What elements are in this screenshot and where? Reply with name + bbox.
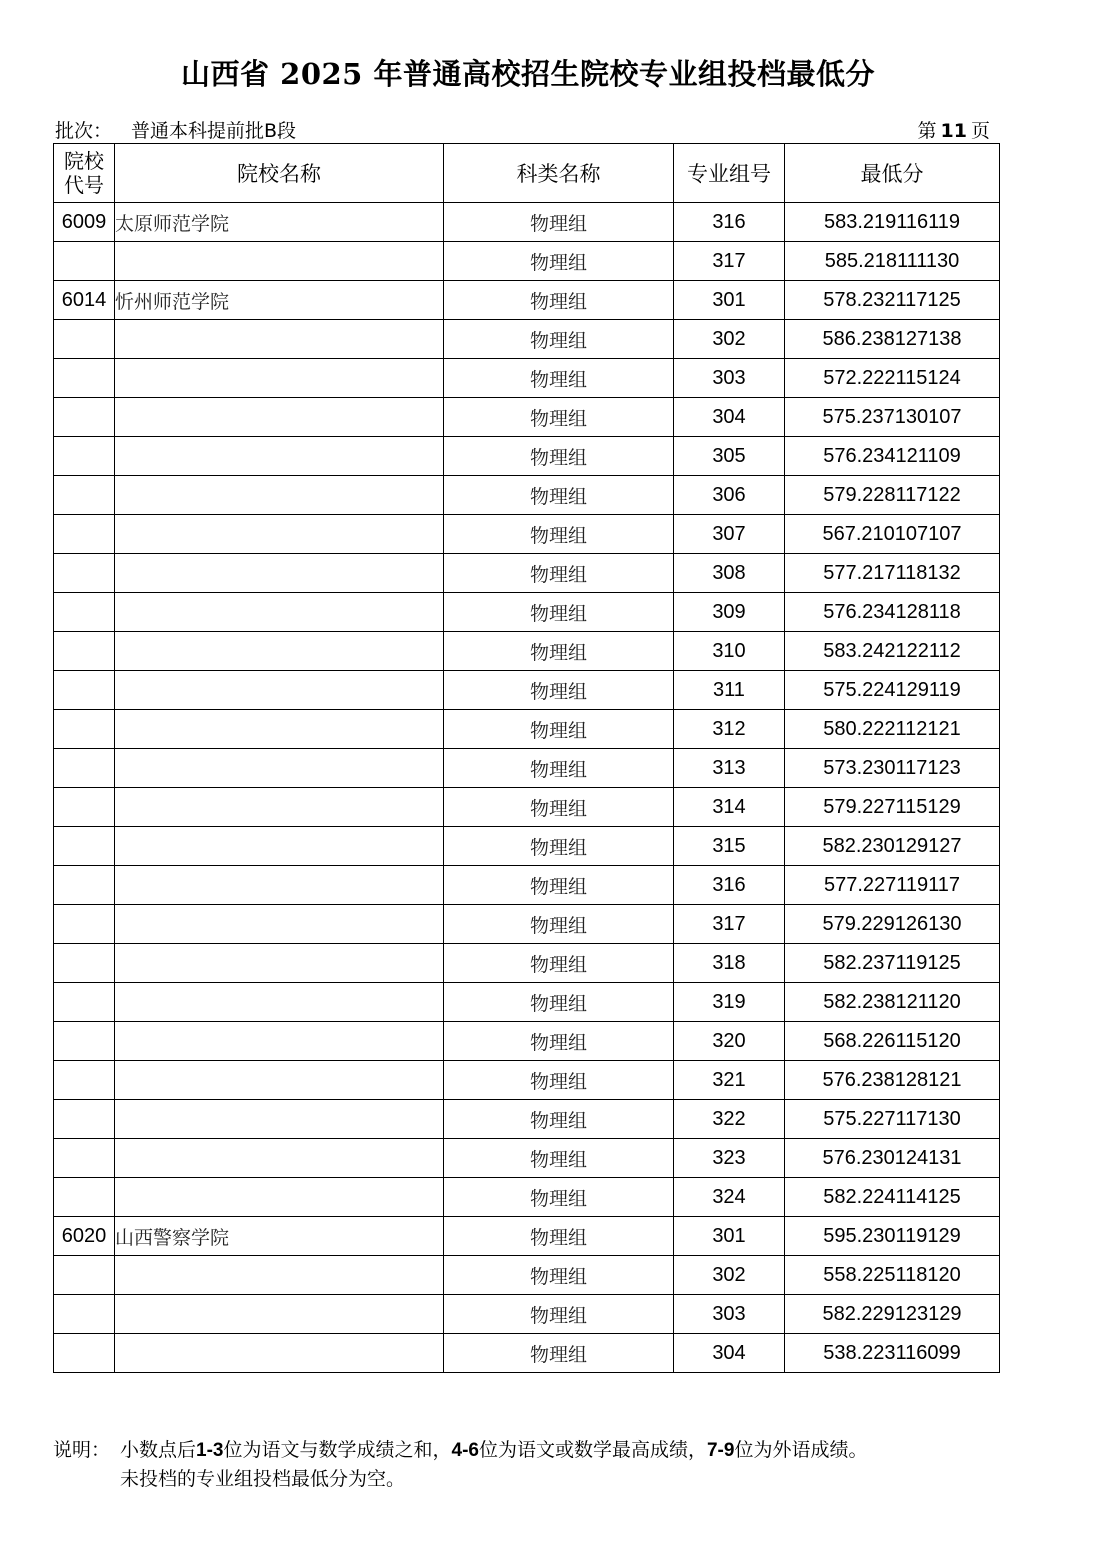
table-row (54, 827, 1000, 866)
table-row (54, 866, 1000, 905)
header-school-name: 院校名称 (115, 144, 444, 203)
footnote-text: 小数点后 (120, 1439, 197, 1461)
school-code-cell (54, 320, 115, 359)
school-name-cell (115, 671, 444, 710)
category-cell: 物理组 (444, 749, 674, 788)
school-name-cell (115, 1256, 444, 1295)
table-row (54, 1100, 1000, 1139)
table-header-row (54, 144, 1000, 203)
school-code-cell (54, 632, 115, 671)
table-row (54, 632, 1000, 671)
category-cell: 物理组 (444, 944, 674, 983)
table-row (54, 593, 1000, 632)
group-number-cell: 324 (674, 1178, 785, 1217)
table-row (54, 1061, 1000, 1100)
category-cell: 物理组 (444, 905, 674, 944)
school-name-cell (115, 710, 444, 749)
min-score-cell: 538.223116099 (785, 1334, 1000, 1373)
header-min-score: 最低分 (785, 144, 1000, 203)
min-score-cell: 576.234128118 (785, 593, 1000, 632)
school-code-cell (54, 944, 115, 983)
table-row (54, 710, 1000, 749)
group-number-cell: 322 (674, 1100, 785, 1139)
school-code-cell (54, 1334, 115, 1373)
min-score-cell: 575.237130107 (785, 398, 1000, 437)
school-code-cell (54, 359, 115, 398)
group-number-cell: 302 (674, 320, 785, 359)
table-row (54, 476, 1000, 515)
min-score-cell: 579.229126130 (785, 905, 1000, 944)
group-number-cell: 323 (674, 1139, 785, 1178)
min-score-cell: 568.226115120 (785, 1022, 1000, 1061)
table-row (54, 359, 1000, 398)
group-number-cell: 317 (674, 905, 785, 944)
school-name-cell: 山西警察学院 (115, 1217, 444, 1256)
page-number: 11 (940, 120, 967, 142)
school-code-cell (54, 1178, 115, 1217)
min-score-cell: 577.227119117 (785, 866, 1000, 905)
school-name-cell (115, 359, 444, 398)
school-name-cell (115, 866, 444, 905)
school-name-cell: 忻州师范学院 (115, 281, 444, 320)
table-row (54, 281, 1000, 320)
min-score-cell: 576.238128121 (785, 1061, 1000, 1100)
school-name-cell (115, 827, 444, 866)
table-body (54, 203, 1000, 1373)
school-code-cell (54, 749, 115, 788)
school-code-cell (54, 827, 115, 866)
min-score-cell: 582.230129127 (785, 827, 1000, 866)
category-cell: 物理组 (444, 554, 674, 593)
school-code-cell (54, 710, 115, 749)
group-number-cell: 310 (674, 632, 785, 671)
category-cell: 物理组 (444, 827, 674, 866)
group-number-cell: 303 (674, 1295, 785, 1334)
school-code-cell (54, 788, 115, 827)
school-name-cell (115, 1295, 444, 1334)
header-category: 科类名称 (444, 144, 674, 203)
table-row (54, 1334, 1000, 1373)
group-number-cell: 311 (674, 671, 785, 710)
school-name-cell (115, 983, 444, 1022)
school-code-cell (54, 905, 115, 944)
min-score-cell: 558.225118120 (785, 1256, 1000, 1295)
table-row (54, 437, 1000, 476)
table-row (54, 1256, 1000, 1295)
category-cell: 物理组 (444, 983, 674, 1022)
school-code-cell (54, 242, 115, 281)
page-title: 山西省 2025 年普通高校招生院校专业组投档最低分 (181, 57, 875, 91)
category-cell: 物理组 (444, 632, 674, 671)
min-score-cell: 575.224129119 (785, 671, 1000, 710)
school-code-cell (54, 476, 115, 515)
school-name-cell (115, 398, 444, 437)
school-code-cell (54, 983, 115, 1022)
category-cell: 物理组 (444, 1334, 674, 1373)
school-name-cell (115, 1139, 444, 1178)
group-number-cell: 317 (674, 242, 785, 281)
batch-label: 批次： (55, 120, 113, 142)
table-row (54, 1295, 1000, 1334)
group-number-cell: 318 (674, 944, 785, 983)
school-name-cell (115, 944, 444, 983)
table-row (54, 320, 1000, 359)
school-name-cell (115, 1178, 444, 1217)
school-name-cell (115, 476, 444, 515)
category-cell: 物理组 (444, 1139, 674, 1178)
school-name-cell (115, 554, 444, 593)
category-cell: 物理组 (444, 1217, 674, 1256)
school-code-cell (54, 1256, 115, 1295)
group-number-cell: 319 (674, 983, 785, 1022)
footnote-label: 说明： (53, 1439, 111, 1461)
min-score-cell: 575.227117130 (785, 1100, 1000, 1139)
batch-info-bar (55, 116, 990, 140)
category-cell: 物理组 (444, 203, 674, 242)
min-score-cell: 578.232117125 (785, 281, 1000, 320)
group-number-cell: 302 (674, 1256, 785, 1295)
table-row (54, 1022, 1000, 1061)
school-code-cell (54, 866, 115, 905)
page-indicator (918, 116, 990, 143)
group-number-cell: 307 (674, 515, 785, 554)
min-score-cell: 582.224114125 (785, 1178, 1000, 1217)
min-score-cell: 573.230117123 (785, 749, 1000, 788)
school-code-cell: 6009 (54, 203, 115, 242)
group-number-cell: 303 (674, 359, 785, 398)
min-score-cell: 579.228117122 (785, 476, 1000, 515)
min-score-cell: 585.218111130 (785, 242, 1000, 281)
group-number-cell: 315 (674, 827, 785, 866)
min-score-cell: 577.217118132 (785, 554, 1000, 593)
group-number-cell: 309 (674, 593, 785, 632)
page-prefix: 第 (917, 120, 937, 142)
min-score-cell: 583.242122112 (785, 632, 1000, 671)
category-cell: 物理组 (444, 437, 674, 476)
category-cell: 物理组 (444, 788, 674, 827)
header-group: 专业组号 (674, 144, 785, 203)
footnote-line1 (120, 1436, 867, 1465)
group-number-cell: 304 (674, 398, 785, 437)
min-score-cell: 572.222115124 (785, 359, 1000, 398)
school-code-cell (54, 398, 115, 437)
table-row (54, 398, 1000, 437)
category-cell: 物理组 (444, 476, 674, 515)
school-name-cell (115, 1022, 444, 1061)
table-row (54, 203, 1000, 242)
footnote-digits: 7-9 (706, 1440, 735, 1461)
school-name-cell (115, 1100, 444, 1139)
footnote-text: 位为语文或数学最高成绩， (478, 1439, 707, 1461)
category-cell: 物理组 (444, 866, 674, 905)
group-number-cell: 314 (674, 788, 785, 827)
group-number-cell: 320 (674, 1022, 785, 1061)
min-score-cell: 595.230119129 (785, 1217, 1000, 1256)
category-cell: 物理组 (444, 281, 674, 320)
group-number-cell: 316 (674, 203, 785, 242)
school-name-cell (115, 593, 444, 632)
table-row (54, 944, 1000, 983)
school-code-cell (54, 593, 115, 632)
category-cell: 物理组 (444, 1100, 674, 1139)
group-number-cell: 301 (674, 281, 785, 320)
school-code-cell (54, 671, 115, 710)
school-code-cell (54, 1100, 115, 1139)
group-number-cell: 305 (674, 437, 785, 476)
school-code-cell (54, 1139, 115, 1178)
min-score-cell: 579.227115129 (785, 788, 1000, 827)
category-cell: 物理组 (444, 320, 674, 359)
group-number-cell: 301 (674, 1217, 785, 1256)
min-score-cell: 583.219116119 (785, 203, 1000, 242)
page-suffix: 页 (970, 120, 990, 142)
min-score-cell: 580.222112121 (785, 710, 1000, 749)
header-code-line2: 代号 (64, 173, 104, 197)
min-score-cell: 586.238127138 (785, 320, 1000, 359)
table-row (54, 671, 1000, 710)
school-name-cell (115, 515, 444, 554)
table-row (54, 515, 1000, 554)
group-number-cell: 316 (674, 866, 785, 905)
table-row (54, 554, 1000, 593)
category-cell: 物理组 (444, 1295, 674, 1334)
school-name-cell (115, 437, 444, 476)
table-row (54, 788, 1000, 827)
score-table (53, 143, 1000, 1373)
school-name-cell (115, 749, 444, 788)
min-score-cell: 567.210107107 (785, 515, 1000, 554)
table-row (54, 1139, 1000, 1178)
category-cell: 物理组 (444, 1256, 674, 1295)
school-code-cell: 6014 (54, 281, 115, 320)
group-number-cell: 312 (674, 710, 785, 749)
min-score-cell: 576.230124131 (785, 1139, 1000, 1178)
school-code-cell (54, 515, 115, 554)
group-number-cell: 304 (674, 1334, 785, 1373)
min-score-cell: 582.238121120 (785, 983, 1000, 1022)
school-name-cell (115, 905, 444, 944)
footnote-line2: 未投档的专业组投档最低分为空。 (120, 1468, 406, 1490)
category-cell: 物理组 (444, 398, 674, 437)
category-cell: 物理组 (444, 1178, 674, 1217)
group-number-cell: 306 (674, 476, 785, 515)
school-name-cell (115, 788, 444, 827)
school-code-cell (54, 1295, 115, 1334)
category-cell: 物理组 (444, 593, 674, 632)
min-score-cell: 582.229123129 (785, 1295, 1000, 1334)
category-cell: 物理组 (444, 1061, 674, 1100)
school-code-cell (54, 554, 115, 593)
footnote-digits: 1-3 (196, 1440, 224, 1461)
school-name-cell (115, 632, 444, 671)
category-cell: 物理组 (444, 671, 674, 710)
batch-value: 普通本科提前批B段 (131, 120, 297, 142)
school-code-cell: 6020 (54, 1217, 115, 1256)
table-row (54, 749, 1000, 788)
category-cell: 物理组 (444, 1022, 674, 1061)
category-cell: 物理组 (444, 710, 674, 749)
footnote-text: 位为语文与数学成绩之和， (223, 1439, 452, 1461)
footnote-digits: 4-6 (451, 1440, 479, 1461)
school-name-cell (115, 1334, 444, 1373)
school-code-cell (54, 437, 115, 476)
school-name-cell (115, 1061, 444, 1100)
table-row (54, 1178, 1000, 1217)
footnote-text: 位为外语成绩。 (734, 1439, 868, 1461)
school-code-cell (54, 1022, 115, 1061)
group-number-cell: 321 (674, 1061, 785, 1100)
category-cell: 物理组 (444, 515, 674, 554)
school-name-cell (115, 320, 444, 359)
table-row (54, 242, 1000, 281)
category-cell: 物理组 (444, 242, 674, 281)
group-number-cell: 308 (674, 554, 785, 593)
min-score-cell: 582.237119125 (785, 944, 1000, 983)
category-cell: 物理组 (444, 359, 674, 398)
header-code-line1: 院校 (64, 149, 104, 173)
table-row (54, 983, 1000, 1022)
min-score-cell: 576.234121109 (785, 437, 1000, 476)
group-number-cell: 313 (674, 749, 785, 788)
school-code-cell (54, 1061, 115, 1100)
school-name-cell (115, 242, 444, 281)
table-row (54, 1217, 1000, 1256)
table-row (54, 905, 1000, 944)
school-name-cell: 太原师范学院 (115, 203, 444, 242)
header-school-code (54, 144, 115, 203)
